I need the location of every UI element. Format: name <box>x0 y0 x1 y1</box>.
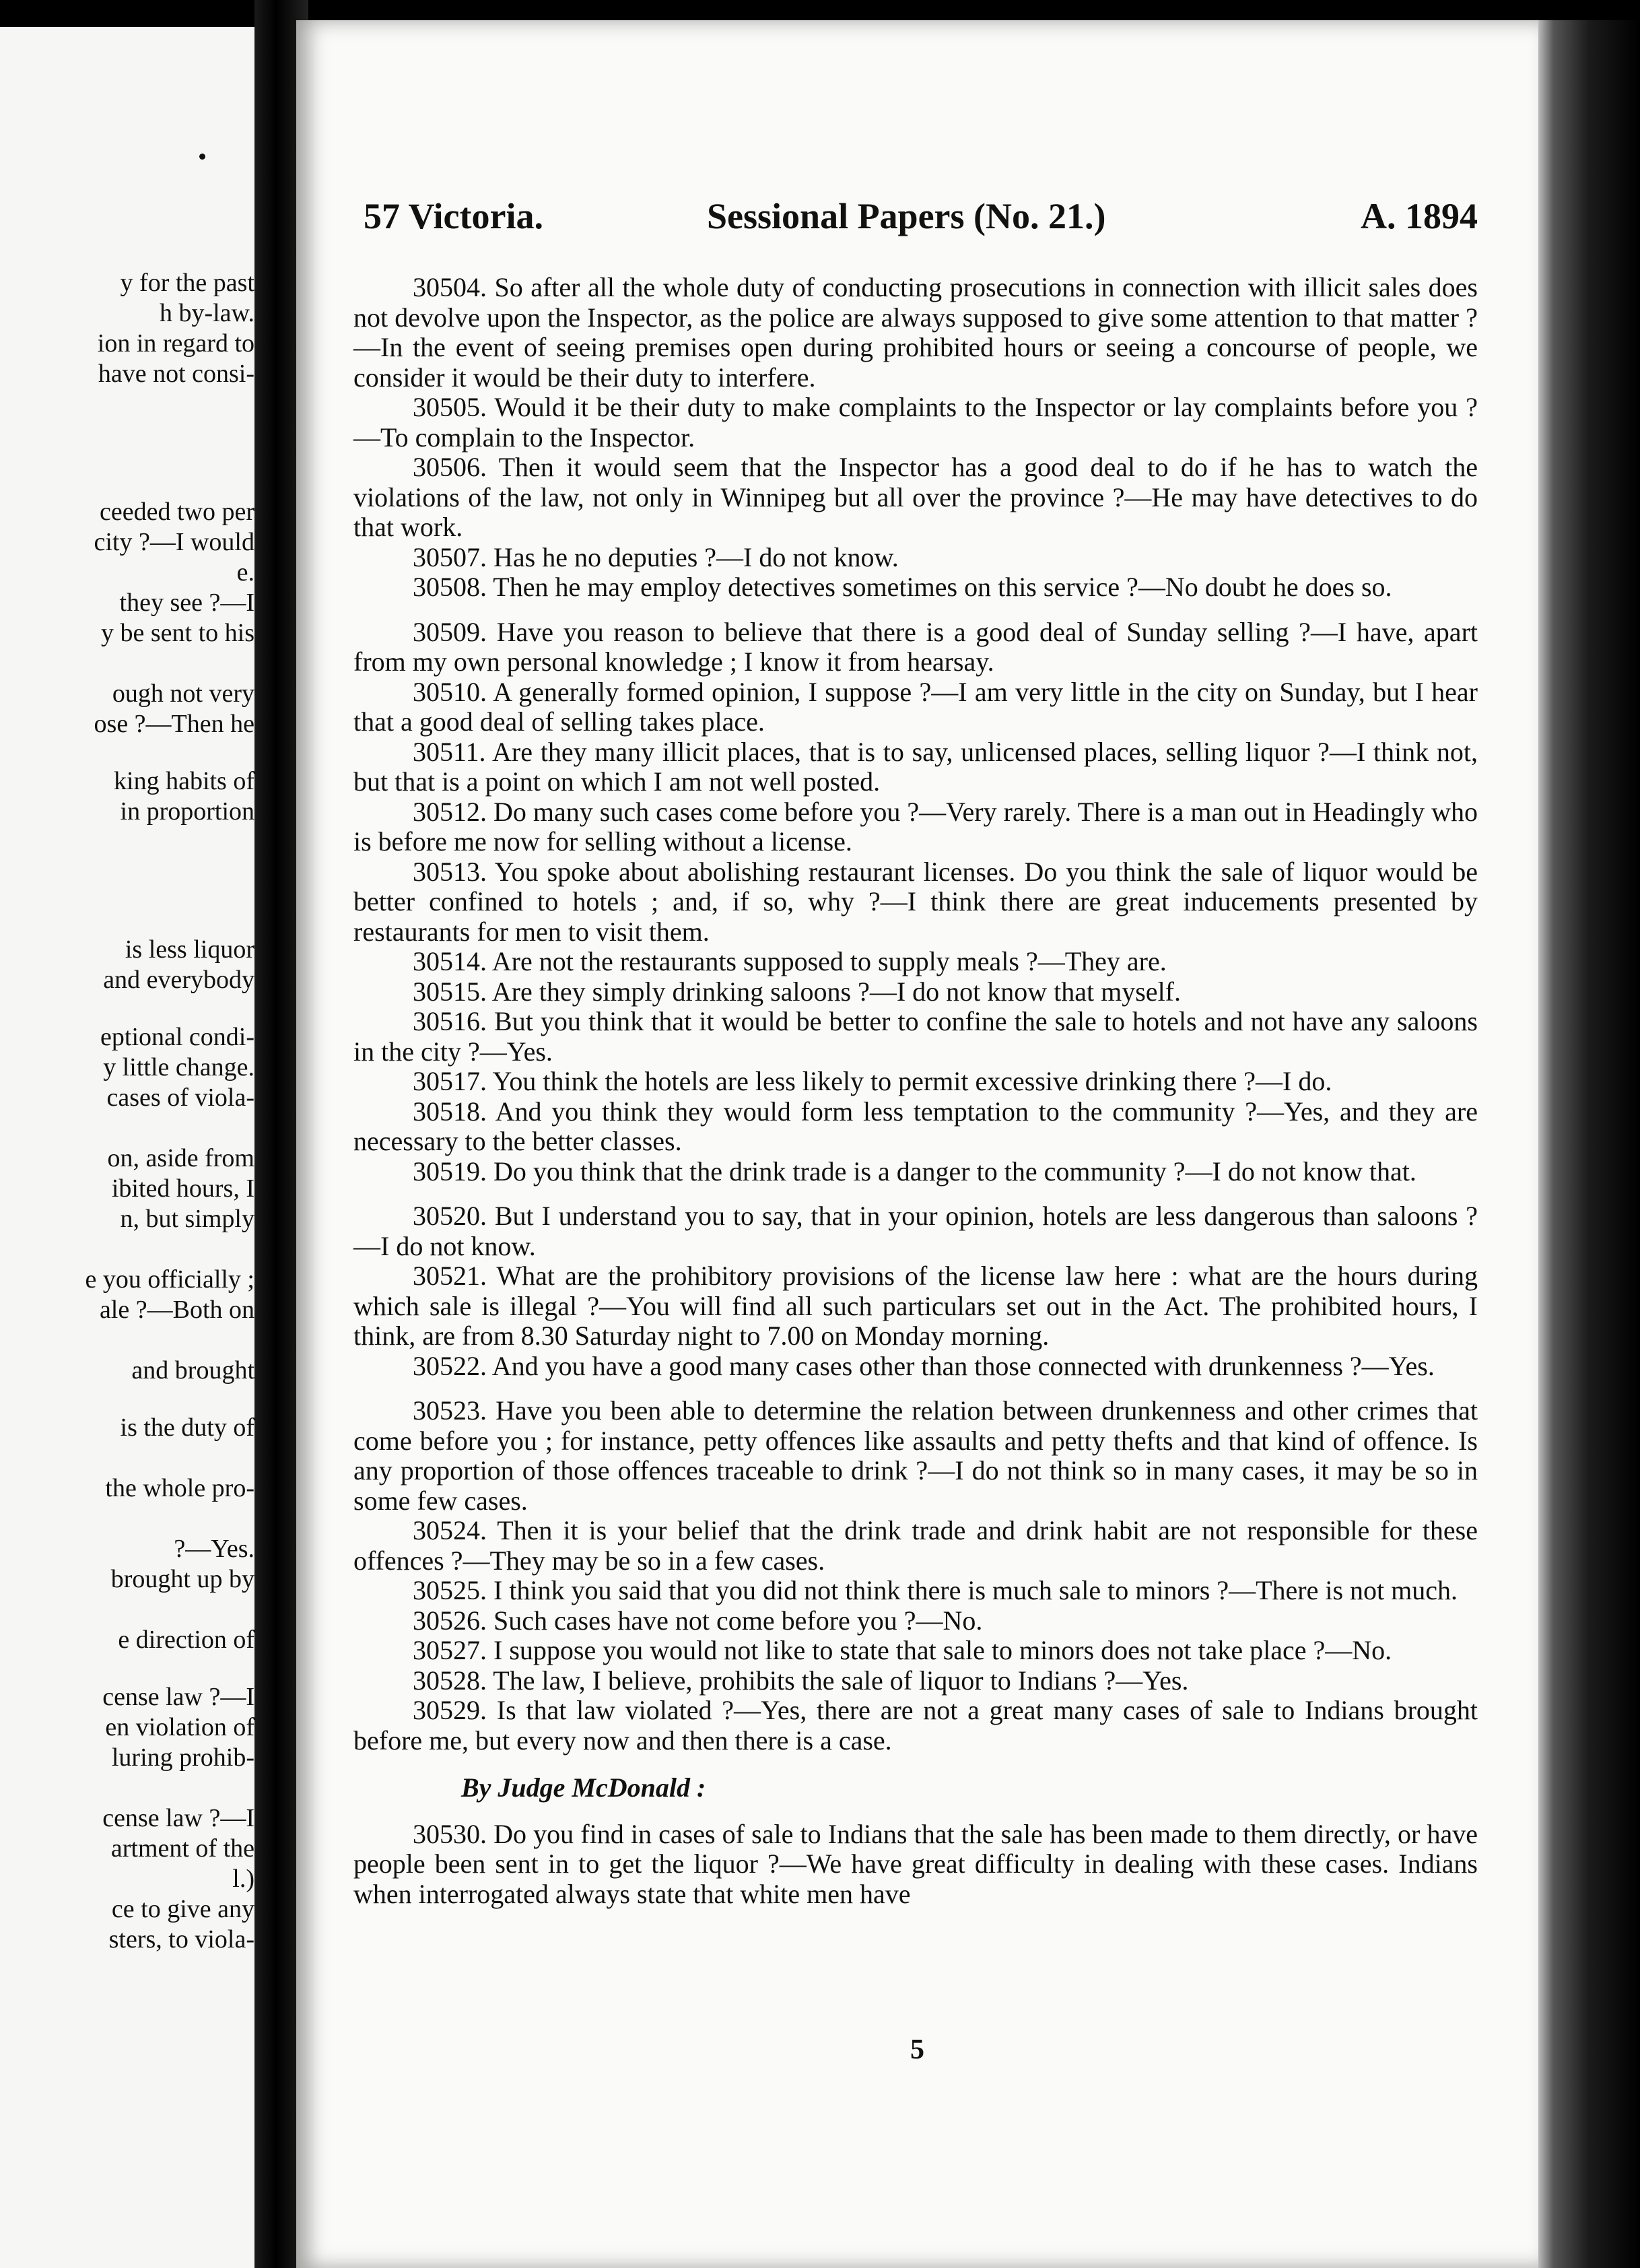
page-header <box>364 195 1478 249</box>
paragraph: 30518. And you think they would form less temptation to the community ?—Yes, and they are necessary to the better classes. <box>353 1096 1478 1156</box>
left-page-line: brought up by <box>110 1565 254 1593</box>
left-page-line: y be sent to his <box>101 619 254 647</box>
paragraph: 30527. I suppose you would not like to state that sale to minors does not take place ?—No. <box>413 1635 1392 1665</box>
paragraph: 30525. I think you said that you did not think there is much sale to minors ?—There is not much. <box>413 1575 1458 1605</box>
paragraph: 30521. What are the prohibitory provisions of the license law here : what are the hours during which sale is illegal ?—You will find all such particulars set out in the Act. The prohibited hours, I think, are from 8.30 Saturday night to 7.00 on Monday morning. <box>353 1261 1478 1351</box>
left-page-line: and brought <box>131 1356 254 1385</box>
subheading: By Judge McDonald : <box>461 1772 706 1803</box>
paragraph: 30507. Has he no deputies ?—I do not know. <box>413 541 899 572</box>
left-page-line: luring prohib- <box>111 1743 254 1772</box>
paragraph: 30512. Do many such cases come before you ?—Very rarely. There is a man out in Headingly who is before me now for selling without a license. <box>353 796 1478 857</box>
left-page-line: have not consi- <box>98 360 254 388</box>
paragraph: 30504. So after all the whole duty of conducting prosecutions in connection with illicit sales does not devolve upon the Inspector, as the police are always supposed to give some attention to that matter ?—In the event of seeing premises open during prohibited hours or seeing a concourse of people, we consider it would be their duty to interfere. <box>353 272 1478 393</box>
paragraph: 30514. Are not the restaurants supposed to supply meals ?—They are. <box>413 946 1167 976</box>
left-page-line: ose ?—Then he <box>94 710 254 738</box>
paragraph: 30530. Do you find in cases of sale to Indians that the sale has been made to them directly, or have people been sent in to get the liquor ?—We have great difficulty in dealing with these cases. Indians when interrogated always state that white men have <box>353 1818 1478 1909</box>
body-text <box>353 273 1478 1909</box>
header-session: 57 Victoria. <box>364 196 543 236</box>
left-page-line: ough not very <box>112 679 254 708</box>
paragraph: 30523. Have you been able to determine the relation between drunkenness and other crimes that come before you ; for instance, petty offences like assaults and petty thefts and that kind of offence. Is any proportion of those offences traceable to drink ?—I do not think so in many cases, it may be so in some few cases. <box>353 1395 1478 1516</box>
paragraph: 30526. Such cases have not come before you ?—No. <box>413 1605 983 1636</box>
left-page-line: e you officially ; <box>85 1265 254 1294</box>
left-page-line: y for the past <box>120 269 254 297</box>
left-page-line: and everybody <box>103 966 254 994</box>
left-page-line: eptional condi- <box>100 1023 254 1051</box>
paragraph: 30522. And you have a good many cases other than those connected with drunkenness ?—Yes. <box>413 1350 1435 1381</box>
left-page-line: the whole pro- <box>105 1474 254 1502</box>
left-page-line: e direction of <box>118 1626 254 1654</box>
left-page-line: n, but simply <box>120 1205 254 1233</box>
left-page-line: city ?—I would <box>94 528 254 556</box>
left-page-line: ale ?—Both on <box>99 1296 254 1324</box>
paragraph: 30505. Would it be their duty to make complaints to the Inspector or lay complaints before you ?—To complain to the Inspector. <box>353 392 1478 453</box>
paragraph: 30511. Are they many illicit places, that is to say, unlicensed places, selling liquor ?—I think not, but that is a point on which I am not well posted. <box>353 736 1478 797</box>
header-title: Sessional Papers (No. 21.) <box>707 196 1106 236</box>
left-page-line: ibited hours, I <box>111 1174 254 1203</box>
page-number: 5 <box>910 2034 924 2065</box>
left-page-line: sters, to viola- <box>108 1925 254 1954</box>
left-page-line: is less liquor <box>125 935 254 964</box>
left-page-line: in proportion <box>120 797 254 826</box>
left-page-line: ion in regard to <box>97 329 254 358</box>
paragraph: 30528. The law, I believe, prohibits the sale of liquor to Indians ?—Yes. <box>413 1665 1189 1696</box>
header-year: A. 1894 <box>1361 196 1478 236</box>
paragraph: 30513. You spoke about abolishing restaurant licenses. Do you think the sale of liquor would be better confined to hotels ; and, if so, why ?—I think there are great inducements presented by restaurants for men to visit them. <box>353 856 1478 947</box>
page-edge <box>1538 20 1640 2268</box>
paragraph: 30506. Then it would seem that the Inspector has a good deal to do if he has to watch the violations of the law, not only in Winnipeg but all over the province ?—He may have detectives to do that work. <box>353 452 1478 542</box>
left-page-line: y little change. <box>103 1053 254 1081</box>
paragraph: 30509. Have you reason to believe that there is a good deal of Sunday selling ?—I have, apart from my own personal knowledge ; I know it from hearsay. <box>353 616 1478 677</box>
left-facing-page <box>0 27 254 2268</box>
left-page-line: ?—Yes. <box>174 1535 254 1563</box>
left-page-line: king habits of <box>114 767 254 795</box>
paragraph: 30517. You think the hotels are less likely to permit excessive drinking there ?—I do. <box>413 1066 1332 1096</box>
paragraph: 30520. But I understand you to say, that in your opinion, hotels are less dangerous than saloons ?—I do not know. <box>353 1201 1478 1261</box>
left-page-line: en violation of <box>105 1713 254 1741</box>
left-page-line: cense law ?—I <box>102 1804 254 1832</box>
left-page-line: cense law ?—I <box>102 1683 254 1711</box>
paragraph: 30529. Is that law violated ?—Yes, there are not a great many cases of sale to Indians brought before me, but every now and then there is a case. <box>353 1695 1478 1756</box>
main-page <box>296 20 1538 2268</box>
ink-speck <box>199 154 205 160</box>
left-page-line: e. <box>236 558 254 587</box>
left-page-line: ceeded two per <box>100 498 254 526</box>
left-page-line: cases of viola- <box>106 1083 254 1112</box>
left-page-line: ce to give any <box>111 1895 254 1923</box>
paragraph: 30510. A generally formed opinion, I suppose ?—I am very little in the city on Sunday, but I hear that a good deal of selling takes place. <box>353 676 1478 737</box>
left-page-line: they see ?—I <box>119 589 254 617</box>
left-page-line: is the duty of <box>120 1413 254 1442</box>
left-page-line: artment of the <box>110 1834 254 1863</box>
left-page-line: l.) <box>232 1865 254 1893</box>
left-page-line: on, aside from <box>107 1144 254 1172</box>
paragraph: 30519. Do you think that the drink trade is a danger to the community ?—I do not know that. <box>413 1156 1416 1187</box>
paragraph: 30508. Then he may employ detectives sometimes on this service ?—No doubt he does so. <box>413 572 1392 602</box>
paragraph: 30524. Then it is your belief that the drink trade and drink habit are not responsible for these offences ?—They may be so in a few cases. <box>353 1515 1478 1576</box>
paragraph: 30516. But you think that it would be better to confine the sale to hotels and not have any saloons in the city ?—Yes. <box>353 1006 1478 1067</box>
left-page-line: h by-law. <box>159 299 254 327</box>
paragraph: 30515. Are they simply drinking saloons ?—I do not know that myself. <box>413 976 1181 1007</box>
